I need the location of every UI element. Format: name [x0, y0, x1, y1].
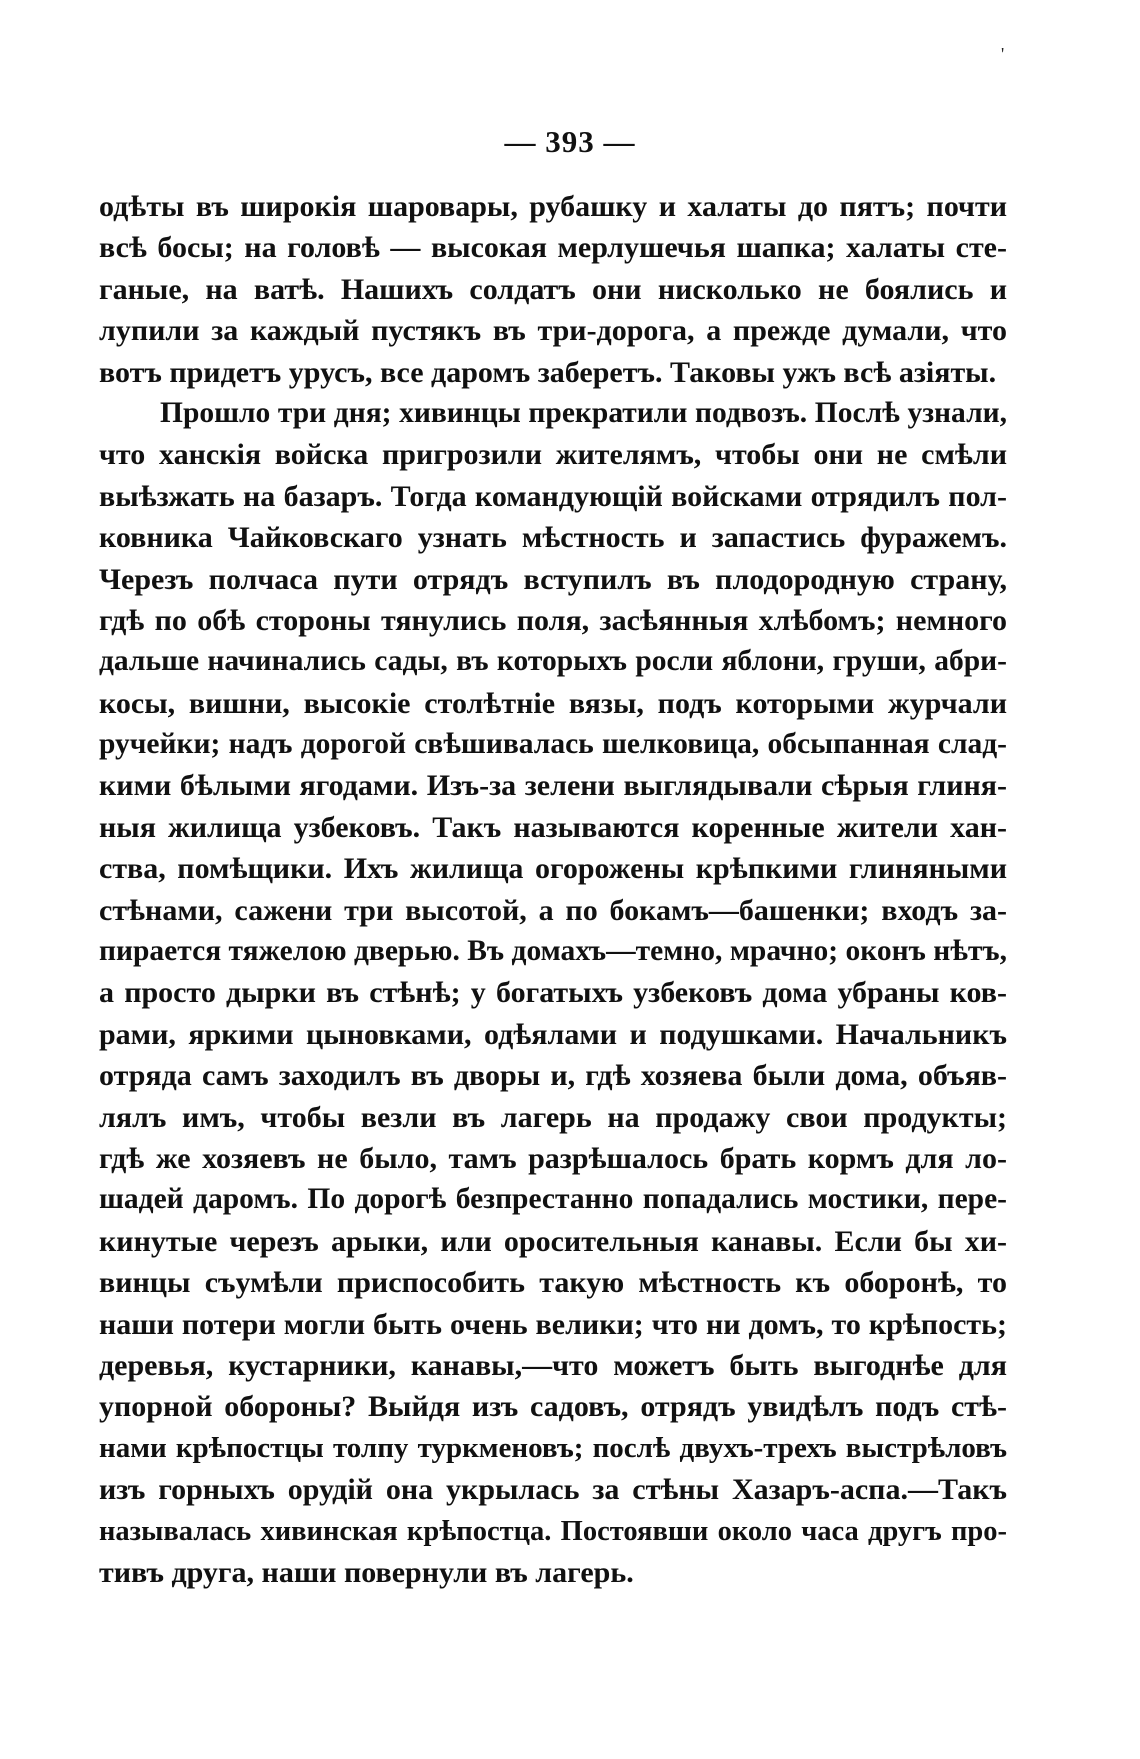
text-line: шадей даромъ. По дорогѣ безпрестанно попадались мостики, пере- — [99, 1183, 1007, 1216]
text-line: ручейки; надъ дорогой свѣшивалась шелковица, обсыпанная слад- — [99, 728, 1007, 761]
text-line: деревья, кустарники, канавы,—что можетъ быть выгоднѣе для — [99, 1348, 1007, 1382]
margin-mark: ' — [1001, 44, 1005, 64]
text-line: лялъ имъ, чтобы везли въ лагерь на продажу свои продукты; — [99, 1100, 1007, 1134]
text-line: стѣнами, сажени три высотой, а по бокамъ—башенки; входъ за- — [99, 893, 1007, 927]
text-line: всѣ босы; на головѣ — высокая мерлушечья шапка; халаты сте- — [99, 231, 1007, 265]
text-line: пирается тяжелою дверью. Въ домахъ—темно, мрачно; оконъ нѣтъ, — [99, 935, 1007, 968]
text-line: называлась хивинская крѣпостца. Постоявши около часа другъ про- — [99, 1515, 1007, 1547]
text-line: одѣты въ широкія шаровары, рубашку и халаты до пятъ; почти — [99, 190, 1007, 223]
text-line: а просто дырки въ стѣнѣ; у богатыхъ узбековъ дома убраны ков- — [99, 976, 1007, 1010]
text-line: что ханскія войска пригрозили жителямъ, чтобы они не смѣли — [99, 438, 1007, 472]
text-line: рами, яркими цыновками, одѣялами и подушками. Начальникъ — [99, 1017, 1007, 1051]
text-line: гдѣ по обѣ стороны тянулись поля, засѣянныя хлѣбомъ; немного — [99, 603, 1007, 637]
text-line: гдѣ же хозяевъ не было, тамъ разрѣшалось брать кормъ для ло- — [99, 1141, 1007, 1175]
text-line: косы, вишни, высокіе столѣтніе вязы, подъ которыми журчали — [99, 686, 1007, 720]
text-line: наши потери могли быть очень велики; что ни домъ, то крѣпость; — [99, 1307, 1007, 1341]
text-line: лупили за каждый пустякъ въ три-дорога, а прежде думали, что — [99, 314, 1007, 348]
text-line: винцы съумѣли приспособить такую мѣстность къ оборонѣ, то — [99, 1266, 1007, 1300]
paragraph-start-line: Прошло три дня; хивинцы прекратили подвозъ. Послѣ узнали, — [160, 396, 1007, 429]
text-line: дальше начинались сады, въ которыхъ росли яблони, груши, абри- — [99, 645, 1007, 678]
page-number: — 393 — — [504, 124, 636, 159]
text-line: нами крѣпостцы толпу туркменовъ; послѣ двухъ-трехъ выстрѣловъ — [99, 1431, 1007, 1464]
text-line: ныя жилища узбековъ. Такъ называются коренные жители хан- — [99, 810, 1007, 844]
text-line: изъ горныхъ орудій она укрылась за стѣны Хазаръ-аспа.—Такъ — [99, 1473, 1007, 1507]
text-line: ства, помѣщики. Ихъ жилища огорожены крѣпкими глиняными — [99, 852, 1007, 886]
text-line: упорной обороны? Выйдя изъ садовъ, отрядъ увидѣлъ подъ стѣ- — [99, 1390, 1007, 1424]
text-line: Черезъ полчаса пути отрядъ вступилъ въ плодородную страну, — [99, 562, 1007, 596]
paragraph-end-line: вотъ придетъ урусъ, все даромъ заберетъ. Таковы ужъ всѣ азіяты. — [99, 355, 997, 389]
text-line: кинутые черезъ арыки, или оросительныя канавы. Если бы хи- — [99, 1224, 1007, 1258]
text-line: выѣзжать на базаръ. Тогда командующій войсками отрядилъ пол- — [99, 479, 1007, 513]
text-line: отряда самъ заходилъ въ дворы и, гдѣ хозяева были дома, объяв- — [99, 1059, 1007, 1093]
text-line: ганые, на ватѣ. Нашихъ солдатъ они нисколько не боялись и — [99, 272, 1007, 306]
text-line: кими бѣлыми ягодами. Изъ-за зелени выглядывали сѣрыя глиня- — [99, 769, 1007, 803]
text-line: ковника Чайковскаго узнать мѣстность и запастись фуражемъ. — [99, 521, 1007, 555]
paragraph-end-line: тивъ друга, наши повернули въ лагерь. — [99, 1555, 634, 1589]
page-body-text — [99, 186, 1007, 1593]
